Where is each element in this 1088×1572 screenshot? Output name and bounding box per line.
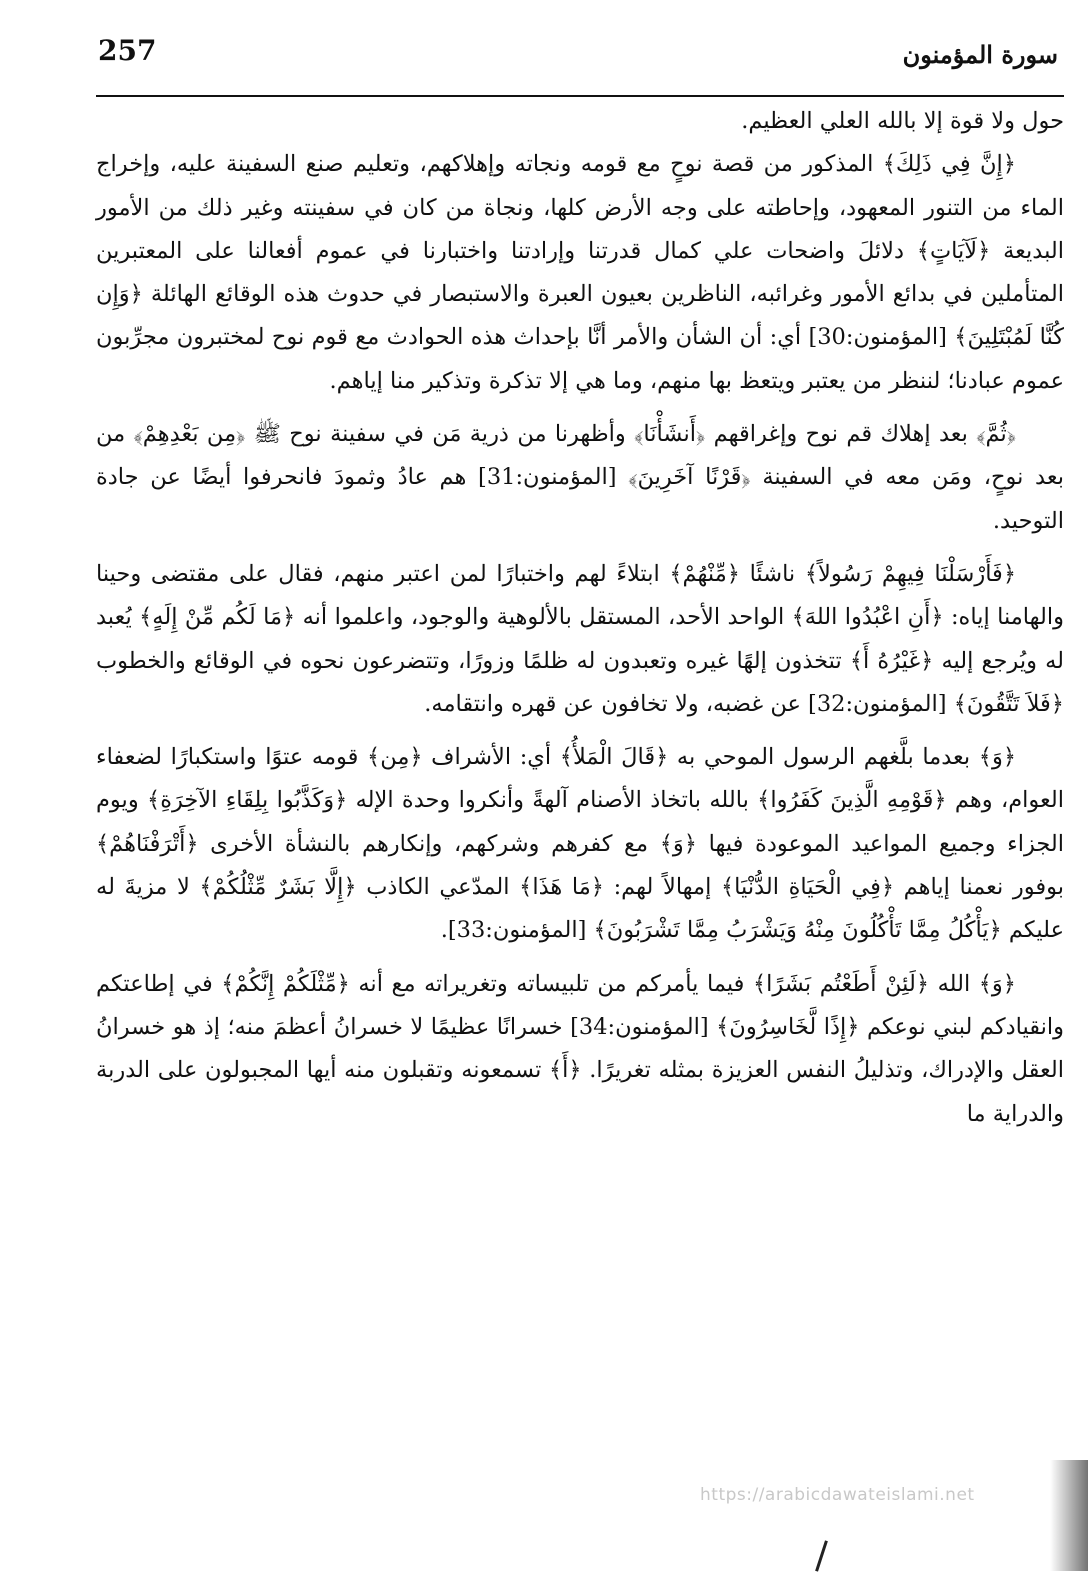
paragraph-continuation: حول ولا قوة إلا بالله العلي العظيم. xyxy=(741,108,1064,134)
paragraph-gap xyxy=(96,726,1064,736)
watermark-url: https://arabicdawateislami.net xyxy=(700,1485,975,1505)
paragraph: ﴿ثُمَّ﴾ بعد إهلاك قم نوح وإغراقهم ﴿أَنشَأْنَا﴾ وأظهرنا من ذرية مَن في سفينة نوح ﷺ ﴿مِن بَعْدِهِمْ﴾ من بعد نوحٍ، ومَن معه في السفينة ﴿قَرْنًا آخَرِينَ﴾ [المؤمنون:31] هم عادُ وثمودَ فانحرفوا أيضًا عن جادة التوحيد. xyxy=(96,421,1064,534)
paragraph-gap xyxy=(96,953,1064,963)
scan-edge-shadow xyxy=(1050,1460,1088,1571)
paragraph-gap xyxy=(96,543,1064,553)
running-header-title: سورة المؤمنون xyxy=(902,40,1058,69)
paragraph: ﴿وَ﴾ الله ﴿لَئِنْ أَطَعْتُم بَشَرًا﴾ فيما يأمركم من تلبيساته وتغريراته مع أنه ﴿مِّثْلَكُمْ إِنَّكُمْ﴾ في إطاعتكم وانقيادكم لبني نوعكم ﴿إِذًا لَّخَاسِرُونَ﴾ [المؤمنون:34] خسرانًا عظيمًا لا خسرانُ أعظمَ منه؛ إذ هو خسرانُ العقل والإدراك، وتذليلُ النفس العزيزة بمثله تغريرًا. ﴿أَ﴾ تسمعونه وتقبلون منه أيها المجبولون على الدربة والدراية ما xyxy=(96,970,1064,1127)
header-divider xyxy=(96,95,1064,97)
paragraph: ﴿وَ﴾ بعدما بلَّغهم الرسول الموحي به ﴿قَالَ الْمَلأُ﴾ أي: الأشراف ﴿مِن﴾ قومه عتوًا واستكبارًا لضعفاء العوام، وهم ﴿قَوْمِهِ الَّذِينَ كَفَرُوا﴾ بالله باتخاذ الأصنام آلهةً وأنكروا وحدة الإله ﴿وَكَذَّبُوا بِلِقَاءِ الآخِرَةِ﴾ ويوم الجزاء وجميع المواعيد الموعودة فيها ﴿وَ﴾ مع كفرهم وشركهم، وإنكارهم بالنشأة الأخرى ﴿أَتْرَفْنَاهُمْ﴾ بوفور نعمنا إياهم ﴿فِي الْحَيَاةِ الدُّنْيَا﴾ إمهالاً لهم: ﴿مَا هَذَا﴾ المدّعي الكاذب ﴿إِلَّا بَشَرٌ مِّثْلُكُمْ﴾ لا مزيةَ له عليكم ﴿يَأْكُلُ مِمَّا تَأْكُلُونَ مِنْهُ وَيَشْرَبُ مِمَّا تَشْرَبُونَ﴾ [المؤمنون:33]. xyxy=(96,744,1064,944)
paragraph-gap xyxy=(96,403,1064,413)
page-body xyxy=(96,100,1064,1136)
paragraph: ﴿فَأَرْسَلْنَا فِيهِمْ رَسُولاً﴾ ناشئًا ﴿مِّنْهُمْ﴾ ابتلاءً لهم واختبارًا لمن اعتبر منهم، فقال على مقتضى وحينا والهامنا إياه: ﴿أَنِ اعْبُدُوا اللهَ﴾ الواحد الأحد، المستقل بالألوهية والوجود، واعلموا أنه ﴿مَا لَكُم مِّنْ إِلَهٍ﴾ يُعبد له ويُرجع إليه ﴿غَيْرُهُ أَ﴾ تتخذون إلهًا غيره وتعبدون له ظلمًا وزورًا، وتتضرعون نحوه في الوقائع والخطوب ﴿فَلاَ تَتَّقُونَ﴾ [المؤمنون:32] عن غضبه، ولا تخافون عن قهره وانتقامه. xyxy=(96,560,1064,717)
scan-artifact-mark xyxy=(815,1540,828,1571)
paragraph: ﴿إِنَّ فِي ذَلِكَ﴾ المذكور من قصة نوحٍ مع قومه ونجاته وإهلاكهم، وتعليم صنع السفينة عليه، وإخراج الماء من التنور المعهود، وإحاطته على وجه الأرض كلها، ونجاة من كان في سفينته وغير ذلك من الأمور البديعة ﴿لَآيَاتٍ﴾ دلائلَ واضحات علي كمال قدرتنا وإرادتنا واختبارنا في عموم أفعالنا على المعتبرين المتأملين في بدائع الأمور وغرائبه، الناظرين بعيون العبرة والاستبصار في حدوث هذه الوقائع الهائلة ﴿وَإِن كُنَّا لَمُبْتَلِينَ﴾ [المؤمنون:30] أي: أن الشأن والأمر أنَّا بإحداث هذه الحوادث مع قوم نوح لمختبرون مجرِّبون عموم عبادنا؛ لننظر من يعتبر ويتعظ بها منهم، وما هي إلا تذكرة وتذكير منا إياهم. xyxy=(96,151,1064,394)
page-number: 257 xyxy=(98,34,157,67)
